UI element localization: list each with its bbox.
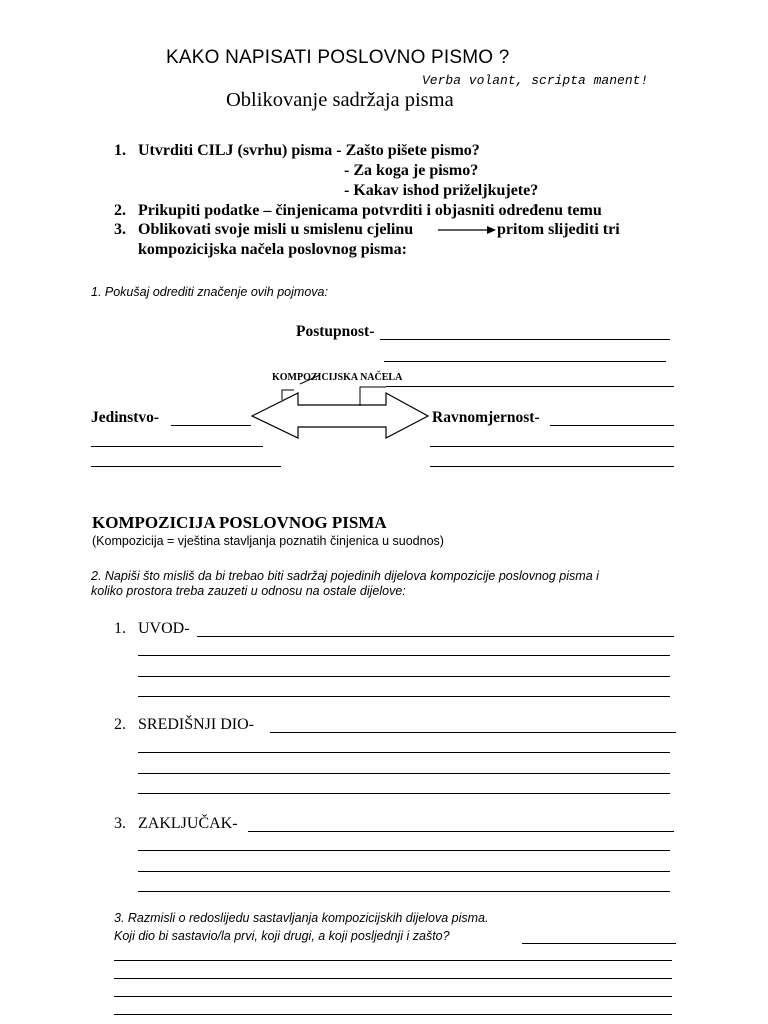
answer-line-uvod-1[interactable] [197,636,674,637]
answer-line-task3-4[interactable] [114,996,672,997]
step-3-text-line-2: kompozicijska načela poslovnog pisma: [138,241,407,258]
answer-line-postupnost-1[interactable] [380,339,670,340]
answer-line-zakljucak-2[interactable] [138,850,670,851]
answer-line-jedinstvo-1[interactable] [171,425,251,426]
part-uvod-label: UVOD- [138,620,190,637]
answer-line-task3-1[interactable] [522,943,676,944]
answer-line-jedinstvo-2[interactable] [91,446,263,447]
step-number-3: 3. [114,221,126,238]
answer-line-zakljucak-1[interactable] [248,831,674,832]
part-number-1: 1. [114,620,126,637]
answer-line-zakljucak-3[interactable] [138,871,670,872]
answer-line-ravnomjernost-1[interactable] [550,425,674,426]
answer-line-jedinstvo-3[interactable] [91,466,281,467]
step-3-text-continued: pritom slijediti tri [497,221,620,238]
answer-line-task3-2[interactable] [114,960,672,961]
composition-definition: (Kompozicija = vještina stavljanja poznatih činjenica u suodnos) [92,534,444,548]
step-3-text: Oblikovati svoje misli u smislenu cjelinu [138,221,414,238]
subtitle: Oblikovanje sadržaja pisma [226,89,454,111]
answer-line-sredisnji-2[interactable] [138,752,670,753]
double-arrow-icon [250,374,430,444]
answer-line-zakljucak-4[interactable] [138,891,670,892]
step-1-text: Utvrditi CILJ (svrhu) pisma - Zašto pišete pismo? [138,142,480,159]
task-2-prompt-line-2: koliko prostora treba zauzeti u odnosu na ostale dijelove: [91,584,406,598]
task-1-prompt: 1. Pokušaj odrediti značenje ovih pojmova: [91,285,328,299]
answer-line-postupnost-2[interactable] [384,361,666,362]
answer-line-uvod-3[interactable] [138,676,670,677]
answer-line-sredisnji-3[interactable] [138,773,670,774]
step-1-question-3: - Kakav ishod priželjkujete? [344,182,539,199]
step-2-text: Prikupiti podatke – činjenicama potvrditi i objasniti određenu temu [138,202,602,219]
answer-line-uvod-2[interactable] [138,655,670,656]
part-zakljucak-label: ZAKLJUČAK- [138,815,238,832]
answer-line-ravnomjernost-3[interactable] [430,466,674,467]
answer-line-task3-5[interactable] [114,1014,672,1015]
step-number-1: 1. [114,142,126,159]
answer-line-sredisnji-1[interactable] [270,732,676,733]
part-number-3: 3. [114,815,126,832]
composition-heading: KOMPOZICIJA POSLOVNOG PISMA [92,513,387,532]
composition-principles-label: KOMPOZICIJSKA NAČELA [272,372,403,383]
task-3-prompt-line-2: Koji dio bi sastavio/la prvi, koji drugi, a koji posljednji i zašto? [114,929,450,943]
term-jedinstvo: Jedinstvo- [91,409,160,426]
part-sredisnji-dio-label: SREDIŠNJI DIO- [138,716,254,733]
answer-line-sredisnji-4[interactable] [138,793,670,794]
part-number-2: 2. [114,716,126,733]
page-title: KAKO NAPISATI POSLOVNO PISMO ? [166,47,510,68]
term-postupnost: Postupnost- [296,323,375,340]
task-2-prompt-line-1: 2. Napiši što misliš da bi trebao biti sadržaj pojedinih dijelova kompozicije poslovnog pisma i [91,569,599,583]
answer-line-task3-3[interactable] [114,978,672,979]
answer-line-ravnomjernost-2[interactable] [430,446,674,447]
answer-line-uvod-4[interactable] [138,696,670,697]
step-1-question-2: - Za koga je pismo? [344,162,479,179]
right-arrow-icon [437,223,497,237]
task-3-prompt-line-1: 3. Razmisli o redoslijedu sastavljanja kompozicijskih dijelova pisma. [114,911,489,925]
term-ravnomjernost: Ravnomjernost- [432,409,540,426]
motto: Verba volant, scripta manent! [422,73,649,88]
step-number-2: 2. [114,202,126,219]
